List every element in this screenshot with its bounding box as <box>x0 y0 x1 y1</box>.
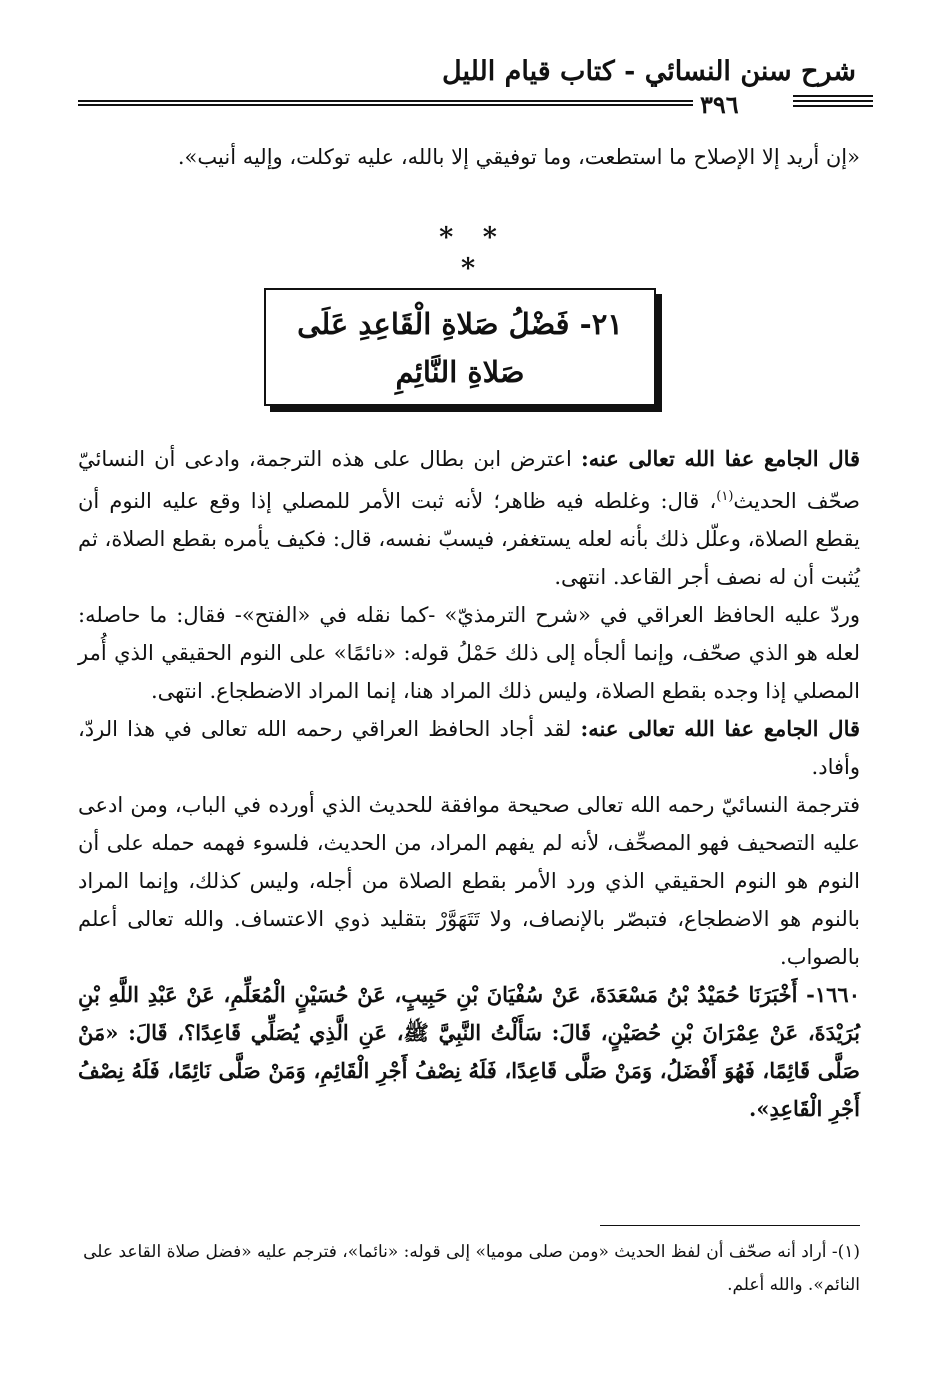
hadith-text: ١٦٦٠- أَخْبَرَنَا حُمَيْدُ بْنُ مَسْعَدَةَ، عَنْ سُفْيَانَ بْنِ حَبِيبٍ، عَنْ حُسَيْنٍ الْمُعَلِّمِ، عَنْ عَبْدِ اللَّهِ بْنِ بُرَيْدَةَ، عَنْ عِمْرَانَ بْنِ حُصَيْنٍ، قَالَ: سَأَلْتُ النَّبِيَّ ﷺ، عَنِ الَّذِي يُصَلِّي قَاعِدًا؟، قَالَ: «مَنْ صَلَّى قَائِمًا، فَهُوَ أَفْضَلُ، وَمَنْ صَلَّى قَاعِدًا، فَلَهُ نِصْفُ أَجْرِ الْقَائِمِ، وَمَنْ صَلَّى نَائِمًا، فَلَهُ نِصْفُ أَجْرِ الْقَاعِدِ». <box>78 982 860 1121</box>
header-rule <box>793 105 873 107</box>
page-number: ٣٩٦ <box>700 90 739 119</box>
footnote: (١)- أراد أنه صحّف أن لفظ الحديث «ومن صلى موميا» إلى قوله: «نائما»، فترجم عليه «فضل صلاة القاعد على النائم». والله أعلم. <box>83 1242 860 1295</box>
running-header-title: شرح سنن النسائي - كتاب قيام الليل <box>442 56 856 87</box>
body-text <box>78 440 860 1128</box>
paragraph <box>78 440 860 596</box>
footnote-reference[interactable]: (١) <box>716 489 734 504</box>
paragraph-text: ، قال: وغلطه فيه ظاهر؛ لأنه ثبت الأمر للمصلي إذا وقع عليه النوم أن يقطع الصلاة، وعلّل ذلك بأنه لعله يستغفر، فيسبّ نفسه، قال: فكيف يأمره بقطع الصلاة، ثم يُثبت أن له نصف أجر القاعد. انتهى. <box>78 489 860 589</box>
chapter-title: ٢١- فَضْلُ صَلاةِ الْقَاعِدِ عَلَى صَلاةِ النَّائِمِ <box>297 307 623 389</box>
paragraph: وردّ عليه الحافظ العراقي في «شرح الترمذيّ» -كما نقله في «الفتح»- فقال: ما حاصله: لعله هو الذي صحّف، وإنما ألجأه إلى ذلك حَمْلُ قوله: «نائمًا» على النوم الحقيقي الذي أُمر المصلي إذا وجده بقطع الصلاة، وليس ذلك المراد هنا، إنما المراد الاضطجاع. انتهى. <box>78 603 860 703</box>
paragraph-text: اعترض ابن بطال على هذه الترجمة، وادعى أن النسائيّ صحّف الحديث <box>78 447 860 513</box>
paragraph: فترجمة النسائيّ رحمه الله تعالى صحيحة موافقة للحديث الذي أورده في الباب، ومن ادعى عليه التصحيف فهو المصحِّف، لأنه لم يفهم المراد، من الحديث، فلسوء فهمه حمله على أن النوم هو النوم الحقيقي الذي ورد الأمر بقطع الصلاة من أجله، وليس كذلك، وإنما المراد بالنوم هو الاضطجاع، فتبصّر بالإنصاف، ولا تَتَهَوَّرْ بتقليد ذوي الاعتساف. والله تعالى أعلم بالصواب. <box>78 793 860 969</box>
paragraph-text: لقد أجاد الحافظ العراقي رحمه الله تعالى في هذا الردّ، وأفاد. <box>78 717 860 779</box>
header-rule <box>793 100 873 102</box>
header-rule <box>793 95 873 97</box>
header-rule <box>78 104 693 106</box>
paragraph <box>78 710 860 786</box>
section-separator: * * * <box>439 222 507 284</box>
footnote-divider <box>600 1225 860 1226</box>
chapter-title-box <box>264 288 656 406</box>
opening-quote: «إن أريد إلا الإصلاح ما استطعت، وما توفيقي إلا بالله، عليه توكلت، وإليه أنيب». <box>177 145 860 169</box>
paragraph-lead: قال الجامع عفا الله تعالى عنه: <box>580 446 861 471</box>
paragraph-lead: قال الجامع عفا الله تعالى عنه: <box>580 716 861 741</box>
header-rule <box>78 100 693 102</box>
